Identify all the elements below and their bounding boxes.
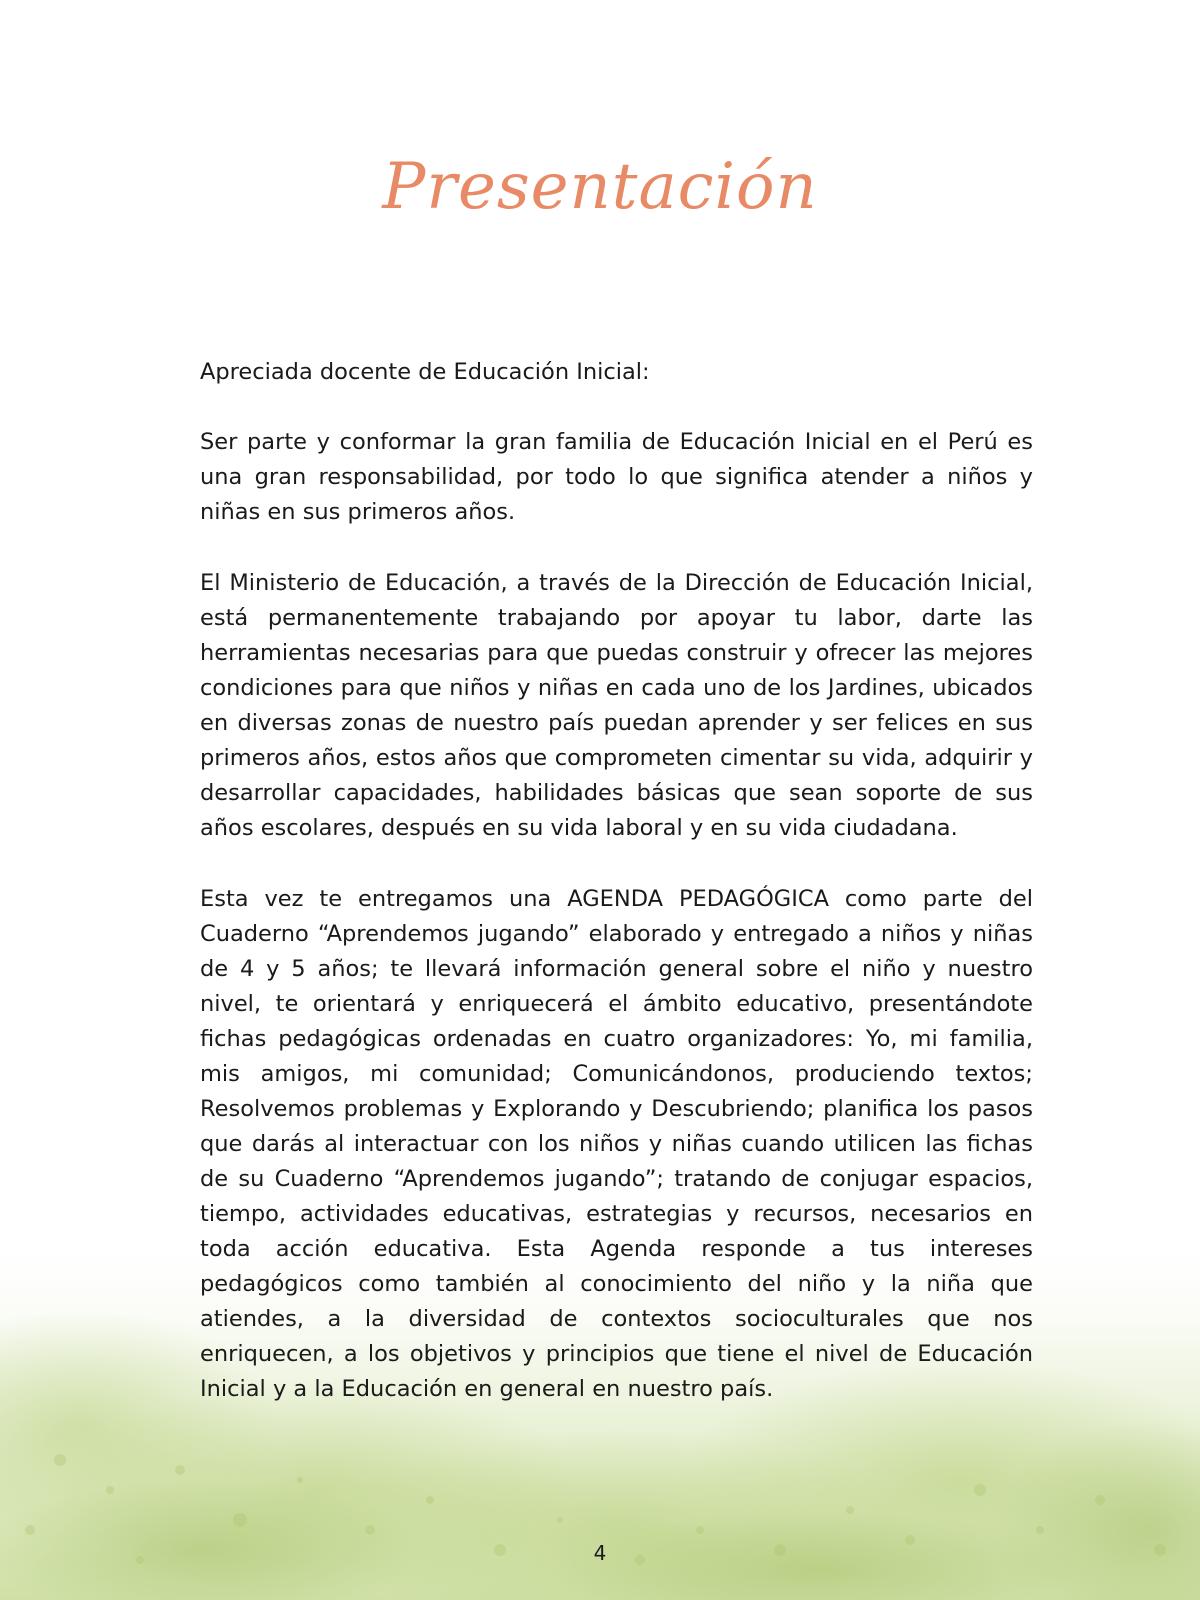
page-number: 4 xyxy=(593,1541,607,1565)
body-text xyxy=(200,355,1033,1443)
paragraph: Ser parte y conformar la gran familia de Educación Inicial en el Perú es una gran responsabilidad, por todo lo que significa atender a niños y niñas en sus primeros años. xyxy=(200,429,1033,525)
paragraph: Esta vez te entregamos una AGENDA PEDAGÓGICA como parte del Cuaderno “Aprendemos jugando” elaborado y entregado a niños y niñas de 4 y 5 años; te llevará información general sobre el niño y nuestro nivel, te orientará y enriquecerá el ámbito educativo, presentándote fichas pedagógicas ordenadas en cuatro organizadores: Yo, mi familia, mis amigos, mi comunidad; Comunicándonos, produciendo textos; Resolvemos problemas y Explorando y Descubriendo; planifica los pasos que darás al interactuar con los niños y niñas cuando utilicen las fichas de su Cuaderno “Aprendemos jugando”; tratando de conjugar espacios, tiempo, actividades educativas, estrategias y recursos, necesarios en toda acción educativa. Esta Agenda responde a tus intereses pedagógicos como también al conocimiento del niño y la niña que atiendes, a la diversidad de contextos socioculturales que nos enriquecen, a los objetivos y principios que tiene el nivel de Educación Inicial y a la Educación en general en nuestro país. xyxy=(200,886,1033,1402)
greeting: Apreciada docente de Educación Inicial: xyxy=(200,359,650,385)
paragraph: El Ministerio de Educación, a través de la Dirección de Educación Inicial, está permanentemente trabajando por apoyar tu labor, darte las herramientas necesarias para que puedas construir y ofrecer las mejores condiciones para que niños y niñas en cada uno de los Jardines, ubicados en diversas zonas de nuestro país puedan aprender y ser felices en sus primeros años, estos años que comprometen cimentar su vida, adquirir y desarrollar capacidades, habilidades básicas que sean soporte de sus años escolares, después en su vida laboral y en su vida ciudadana. xyxy=(200,570,1033,841)
page-title: Presentación xyxy=(382,150,818,224)
